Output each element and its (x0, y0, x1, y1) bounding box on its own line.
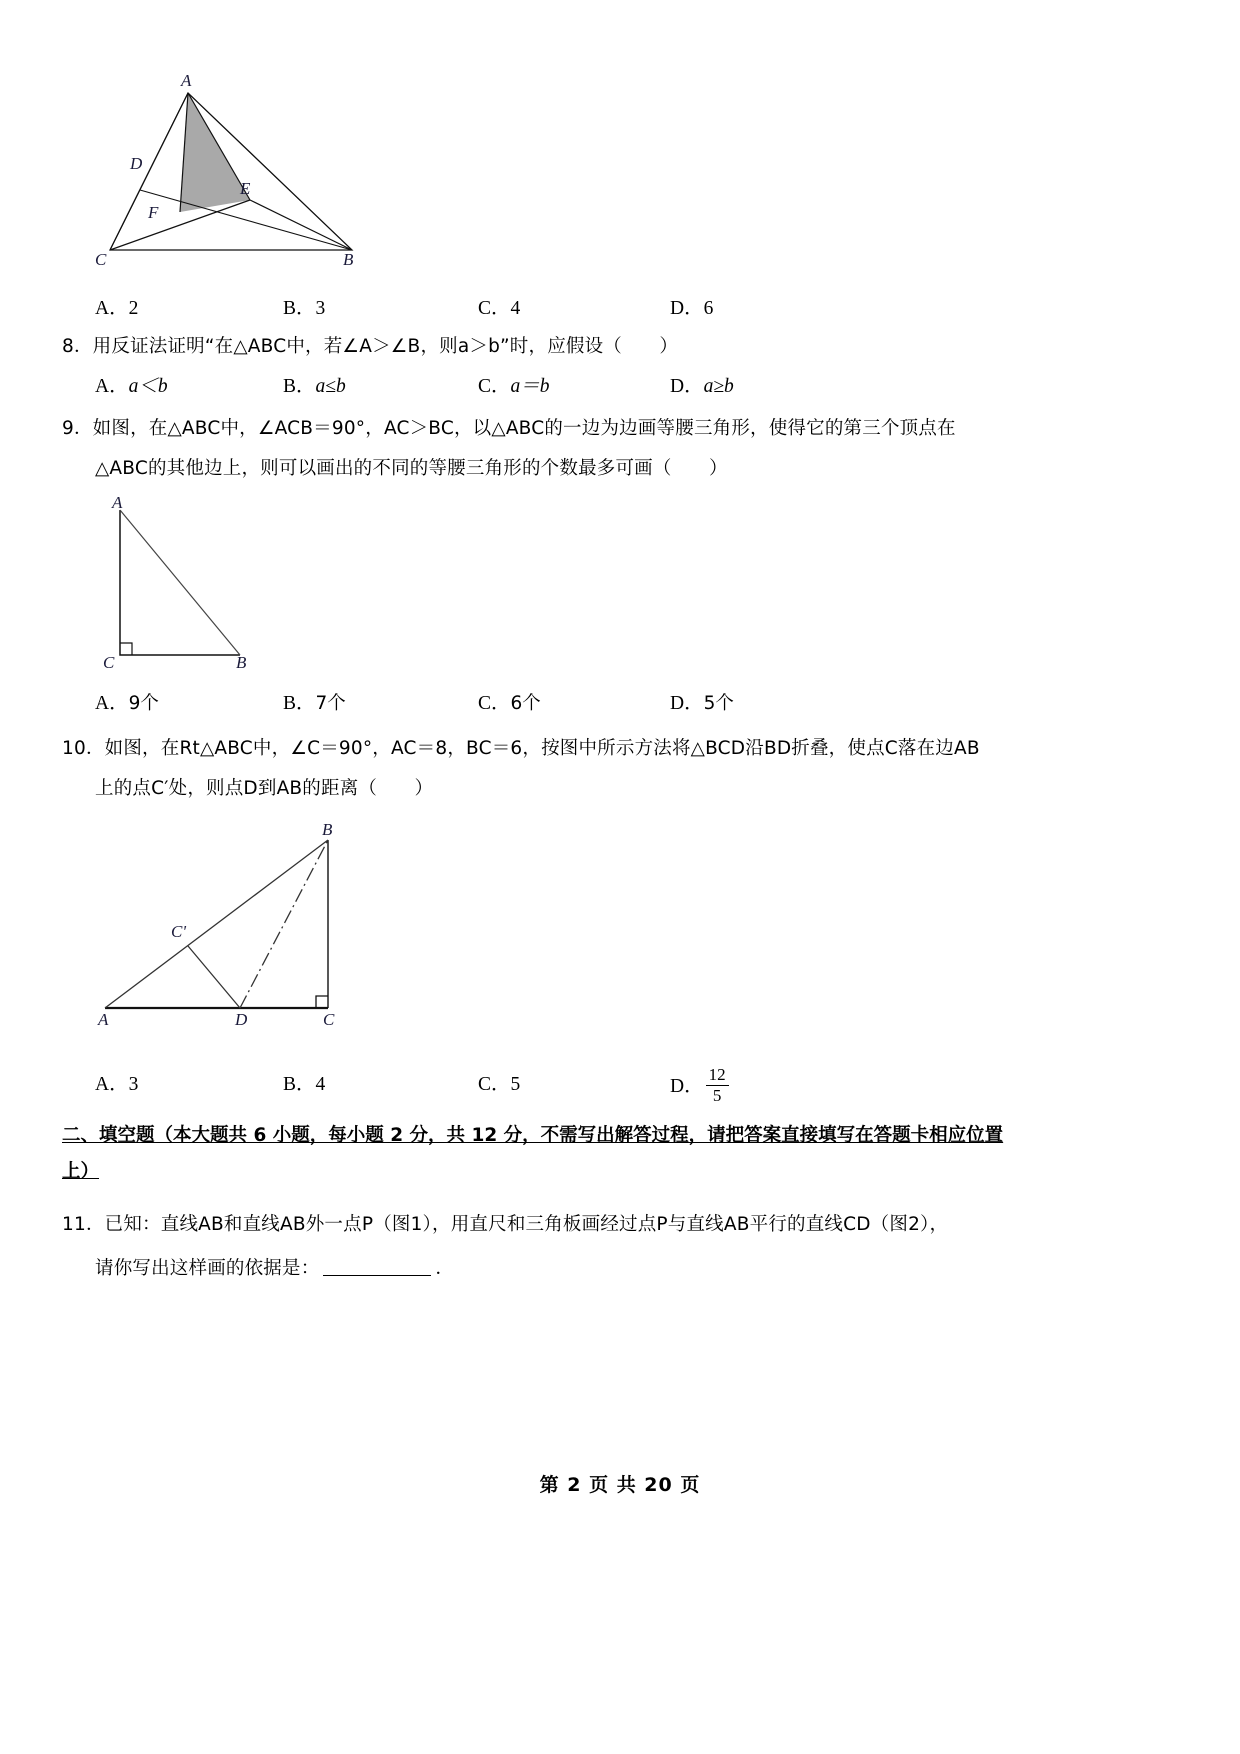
fraction-numerator: 12 (708, 1065, 726, 1084)
question-9-number: 9． (62, 418, 93, 439)
option-b-value: 4 (315, 1074, 326, 1095)
option-d[interactable] (670, 370, 734, 398)
option-a-value: 2 (128, 298, 139, 319)
option-a[interactable] (95, 1068, 138, 1096)
option-d-label: D． (670, 1075, 704, 1097)
option-d[interactable] (670, 1065, 729, 1107)
option-c[interactable] (478, 292, 520, 320)
q8-options-row (95, 370, 1155, 404)
option-a-value: 9个 (128, 693, 159, 714)
option-c[interactable] (478, 370, 550, 398)
option-c-value: 5 (510, 1074, 521, 1095)
question-11-text-2: 请你写出这样画的依据是： (95, 1258, 320, 1279)
question-8-stem (62, 330, 678, 364)
question-8-text: 用反证法证明“在△ABC中，若∠A＞∠B，则a＞b”时，应假设（ ） (92, 336, 679, 357)
question-11-text-1: 已知：直线AB和直线AB外一点P（图1），用直尺和三角板画经过点P与直线AB平行的直线CD（图2）， (104, 1214, 949, 1235)
option-c[interactable] (478, 687, 541, 715)
question-11-line2 (95, 1252, 454, 1286)
figure-label-a: A (98, 1010, 109, 1029)
question-10-number: 10． (62, 738, 105, 759)
question-10-text-1: 如图，在Rt△ABC中，∠C＝90°，AC＝8，BC＝6，按图中所示方法将△BCD沿BD折叠，使点C落在边AB (104, 738, 980, 759)
option-b-label: B． (283, 298, 316, 319)
question-9-line1 (62, 412, 956, 446)
figure-label-a: A (181, 71, 192, 90)
figure-label-b: B (343, 250, 354, 269)
option-d-label: D． (670, 693, 704, 714)
option-b[interactable] (283, 292, 325, 320)
right-triangle-figure (90, 495, 340, 675)
q10-options-row (95, 1065, 1155, 1105)
option-c-label: C． (478, 693, 511, 714)
figure-label-a: A (112, 493, 123, 512)
section-heading-text-2: 上） (62, 1161, 100, 1182)
option-c-label: C． (478, 376, 511, 397)
option-a-label: A． (95, 693, 129, 714)
question-9-text-1: 如图，在△ABC中，∠ACB＝90°，AC＞BC，以△ABC的一边为边画等腰三角形，使得它的第三个顶点在 (92, 418, 956, 439)
question-8-number: 8． (62, 336, 93, 357)
option-c-label: C． (478, 298, 511, 319)
question-10-text-2: 上的点C′处，则点D到AB的距离（ ） (95, 778, 434, 799)
option-d-value: a≥b (703, 376, 734, 397)
figure-label-d: D (235, 1010, 248, 1029)
page-footer-text: 第 2 页 共 20 页 (539, 1474, 701, 1496)
option-b[interactable] (283, 1068, 325, 1096)
option-a[interactable] (95, 370, 168, 398)
q7-options-row (95, 292, 1155, 326)
option-b[interactable] (283, 370, 346, 398)
option-d[interactable] (670, 687, 734, 715)
figure-label-c: C (323, 1010, 335, 1029)
option-b-value: a≤b (315, 376, 346, 397)
option-d-label: D． (670, 298, 704, 319)
option-a-value: 3 (128, 1074, 139, 1095)
option-b-label: B． (283, 376, 316, 397)
figure-label-f: F (148, 203, 159, 222)
question-11-text-3: ． (435, 1258, 455, 1279)
option-c-value: a＝b (510, 376, 550, 397)
option-c[interactable] (478, 1068, 520, 1096)
figure-label-e: E (240, 179, 251, 198)
option-c-value: 4 (510, 298, 521, 319)
option-b-value: 3 (315, 298, 326, 319)
figure-label-b: B (236, 653, 247, 672)
option-d-value: 5个 (703, 693, 734, 714)
figure-label-c: C (95, 250, 107, 269)
figure-label-d: D (130, 154, 143, 173)
option-a-label: A． (95, 376, 129, 397)
question-10-line2 (95, 772, 433, 806)
option-b-label: B． (283, 693, 316, 714)
option-a-label: A． (95, 1074, 129, 1095)
option-d-label: D． (670, 376, 704, 397)
figure-label-c-prime: C' (171, 922, 186, 941)
section-heading-line1 (62, 1118, 1003, 1154)
figure-label-c: C (103, 653, 115, 672)
option-b[interactable] (283, 687, 346, 715)
fraction-denominator: 5 (706, 1085, 729, 1105)
option-a-value: a＜b (128, 376, 168, 397)
option-b-label: B． (283, 1074, 316, 1095)
option-a[interactable] (95, 687, 159, 715)
page-footer (0, 1470, 1240, 1497)
option-d-fraction (706, 1066, 729, 1105)
question-11-line1 (62, 1208, 948, 1242)
option-d-value: 6 (703, 298, 714, 319)
option-a[interactable] (95, 292, 138, 320)
question-9-text-2: △ABC的其他边上，则可以画出的不同的等腰三角形的个数最多可画（ ） (95, 458, 728, 479)
question-9-line2 (95, 452, 728, 486)
option-a-label: A． (95, 298, 129, 319)
option-d[interactable] (670, 292, 713, 320)
option-c-label: C． (478, 1074, 511, 1095)
option-b-value: 7个 (315, 693, 346, 714)
option-c-value: 6个 (510, 693, 541, 714)
q9-options-row (95, 687, 1155, 721)
shaded-triangle-figure (80, 60, 400, 270)
section-heading-text-1: 二、填空题（本大题共 6 小题，每小题 2 分，共 12 分，不需写出解答过程，请把答案直接填写在答题卡相应位置 (62, 1125, 1004, 1146)
section-heading-line2 (62, 1154, 99, 1190)
figure-label-b: B (322, 820, 333, 839)
fold-figure (85, 818, 465, 1038)
question-10-line1 (62, 732, 980, 766)
question-11-number: 11． (62, 1214, 105, 1235)
answer-blank[interactable] (323, 1259, 431, 1276)
